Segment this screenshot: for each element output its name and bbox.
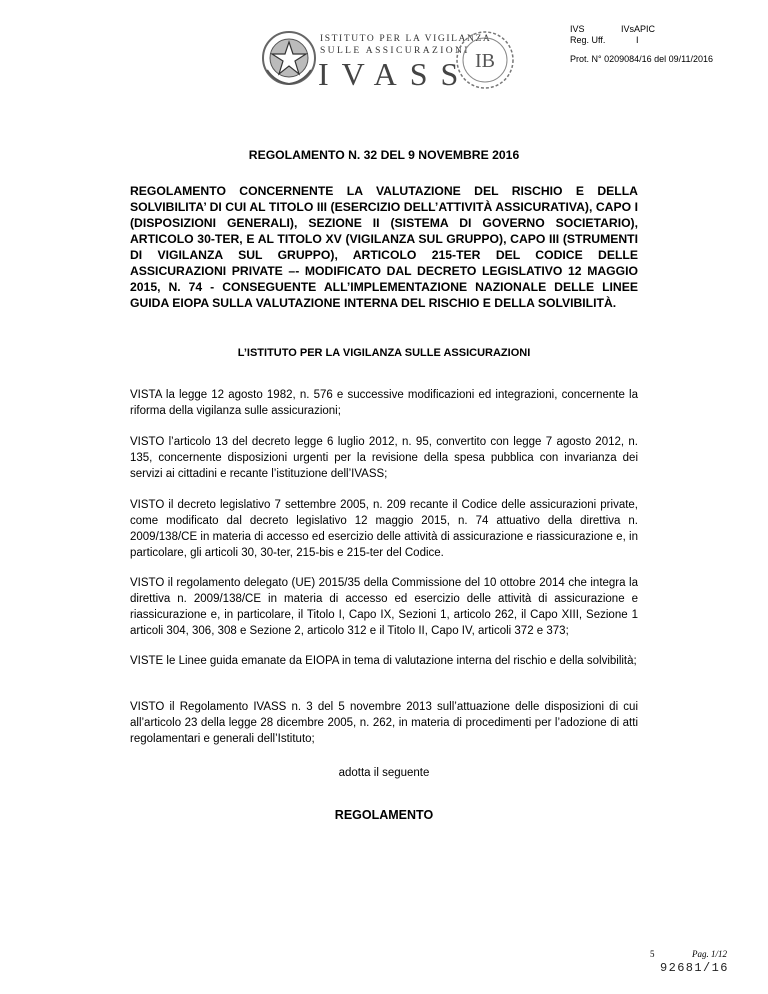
meta-reg-value: I xyxy=(636,35,639,45)
ib-seal-icon xyxy=(455,30,515,90)
meta-reg-label: Reg. Uff. xyxy=(570,35,606,45)
adoption-line: adotta il seguente xyxy=(338,767,430,779)
recital-paragraph: VISTO il Regolamento IVASS n. 3 del 5 novembre 2013 sull’attuazione delle disposizioni di cui all’articolo 23 della legge 28 dicembre 2005, n. 262, in materia di procedimenti per l’adozione di atti regolamentari e generali dell’Istituto; xyxy=(130,701,638,745)
recital-paragraph: VISTO il decreto legislativo 7 settembre 2005, n. 209 recante il Codice delle assicurazioni private, come modificato dal decreto legislativo 12 maggio 2015, n. 74 attuativo della direttiva n. 2009/138/CE in materia di accesso ed esercizio delle attività di assicurazione e riassicurazione e, in particolare, gli articoli 30, 30-ter, 215-bis e 215-ter del Codice. xyxy=(130,499,638,559)
recital-paragraph: VISTE le Linee guida emanate da EIOPA in tema di valutazione interna del rischio e della solvibilità; xyxy=(130,655,637,667)
page-number: Pag. 1/12 xyxy=(692,949,727,959)
recital-paragraph: VISTO l’articolo 13 del decreto legge 6 luglio 2012, n. 95, convertito con legge 7 agosto 2012, n. 135, concernente disposizioni urgenti per la revisione della spesa pubblica con invarianza dei servizi ai cittadini e recante l’istituzione dell’IVASS; xyxy=(130,436,638,480)
meta-office-subcode: IVsAPIC xyxy=(621,24,656,34)
regulation-title: REGOLAMENTO N. 32 DEL 9 NOVEMBRE 2016 xyxy=(248,148,520,162)
republic-emblem-icon xyxy=(261,30,317,86)
recital-paragraph: VISTO il regolamento delegato (UE) 2015/35 della Commissione del 10 ottobre 2014 che integra la direttiva n. 2009/138/CE in materia di accesso ed esercizio delle attività di assicurazione e riassicurazione e, in particolare, il Titolo I, Capo IX, Sezioni 1, articolo 262, il Capo XIII, Sezione 1 articoli 304, 306, 308 e Sezione 2, articolo 312 e il Titolo II, Capo IV, articoli 372 e 373; xyxy=(130,577,638,637)
institute-name-line1: ISTITUTO PER LA VIGILANZA xyxy=(320,34,492,44)
meta-office-code: IVS xyxy=(570,24,585,34)
protocol-number: Prot. N° 0209084/16 del 09/11/2016 xyxy=(570,54,714,64)
ivass-logo-text: IVASS xyxy=(318,56,472,92)
footer-number: 5 xyxy=(650,949,655,959)
svg-text:IB: IB xyxy=(475,50,495,72)
protocol-stamp: 92681/16 xyxy=(660,961,729,975)
recital-paragraph: VISTA la legge 12 agosto 1982, n. 576 e successive modificazioni ed integrazioni, concernente la riforma della vigilanza sulle assicurazioni; xyxy=(130,389,638,417)
regulation-subject: REGOLAMENTO CONCERNENTE LA VALUTAZIONE DEL RISCHIO E DELLA SOLVIBILITA’ DI CUI AL TITOLO III (ESERCIZIO DELL’ATTIVITÀ ASSICURATIVA), CAPO I (DISPOSIZIONI GENERALI), SEZIONE II (SISTEMA DI GOVERNO SOCIETARIO), ARTICOLO 30-TER, E AL TITOLO XV (VIGILANZA SUL GRUPPO), CAPO III (STRUMENTI DI VIGILANZA SUL GRUPPO), ARTICOLO 215-TER DEL CODICE DELLE ASSICURAZIONI PRIVATE –- MODIFICATO DAL DECRETO LEGISLATIVO 12 MAGGIO 2015, N. 74 - CONSEGUENTE ALL’IMPLEMENTAZIONE NAZIONALE DELLE LINEE GUIDA EIOPA SULLA VALUTAZIONE INTERNA DEL RISCHIO E DELLA SOLVIBILITÀ. xyxy=(130,184,638,310)
regulation-heading: REGOLAMENTO xyxy=(334,808,434,822)
institute-name-line2: SULLE ASSICURAZIONI xyxy=(320,46,470,56)
institute-heading: L’ISTITUTO PER LA VIGILANZA SULLE ASSICURAZIONI xyxy=(237,347,531,359)
